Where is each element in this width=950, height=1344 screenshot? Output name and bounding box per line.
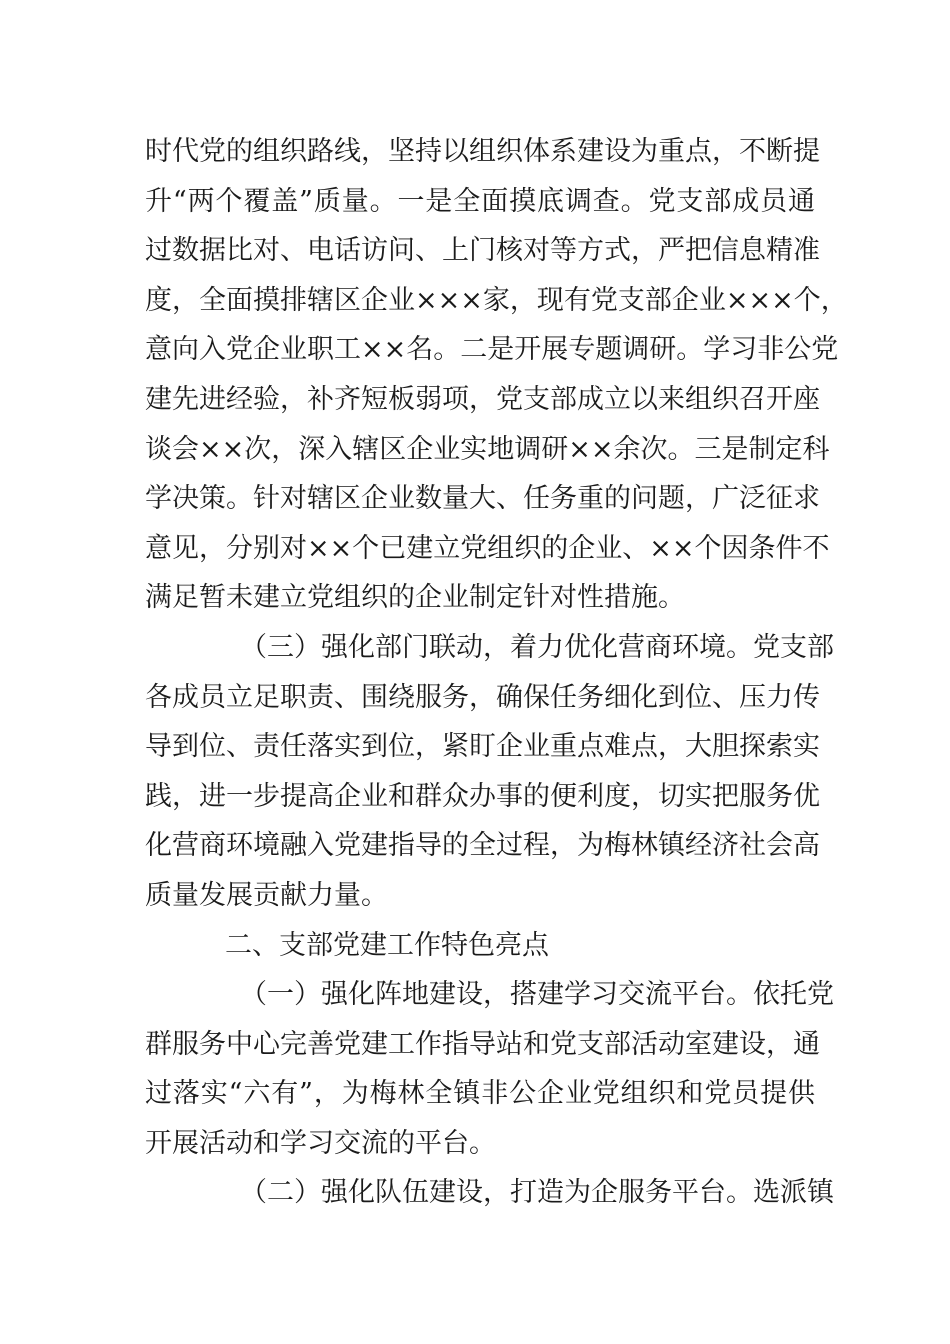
text-line: 学决策。针对辖区企业数量大、任务重的问题，广泛征求 xyxy=(145,483,820,515)
text-line: 建先进经验，补齐短板弱项，党支部成立以来组织召开座 xyxy=(145,383,820,415)
text-line: 度，全面摸排辖区企业×××家，现有党支部企业×××个， xyxy=(145,284,848,316)
document-body xyxy=(145,127,848,1218)
text-line: 时代党的组织路线，坚持以组织体系建设为重点，不断提 xyxy=(145,136,820,167)
text-line: 化营商环境融入党建指导的全过程，为梅林镇经济社会高 xyxy=(145,830,820,862)
text-line: 过落实“六有”，为梅林全镇非公企业党组织和党员提供 xyxy=(145,1078,815,1110)
paragraph-first-line: （二）强化队伍建设，打造为企服务平台。选派镇 xyxy=(240,1177,834,1209)
section-heading: 二、支部党建工作特色亮点 xyxy=(225,929,549,961)
text-line: 升“两个覆盖”质量。一是全面摸底调查。党支部成员通 xyxy=(145,185,815,217)
paragraph-first-line: （三）强化部门联动，着力优化营商环境。党支部 xyxy=(240,631,834,663)
text-line: 满足暂未建立党组织的企业制定针对性措施。 xyxy=(145,582,685,614)
text-line: 过数据比对、电话访问、上门核对等方式，严把信息精准 xyxy=(145,235,820,267)
text-line: 群服务中心完善党建工作指导站和党支部活动室建设，通 xyxy=(145,1028,820,1060)
text-line: 导到位、责任落实到位，紧盯企业重点难点，大胆探索实 xyxy=(145,731,820,763)
text-line: 开展活动和学习交流的平台。 xyxy=(145,1127,496,1159)
text-line: 意向入党企业职工××名。二是开展专题调研。学习非公党 xyxy=(145,334,839,366)
text-line: 谈会××次，深入辖区企业实地调研××余次。三是制定科 xyxy=(145,433,830,465)
text-line: 质量发展贡献力量。 xyxy=(145,879,388,911)
text-line: 各成员立足职责、围绕服务，确保任务细化到位、压力传 xyxy=(145,681,820,713)
text-line: 意见，分别对××个已建立党组织的企业、××个因条件不 xyxy=(145,532,830,564)
text-line: 践，进一步提高企业和群众办事的便利度，切实把服务优 xyxy=(145,780,820,812)
paragraph-first-line: （一）强化阵地建设，搭建学习交流平台。依托党 xyxy=(240,979,834,1011)
